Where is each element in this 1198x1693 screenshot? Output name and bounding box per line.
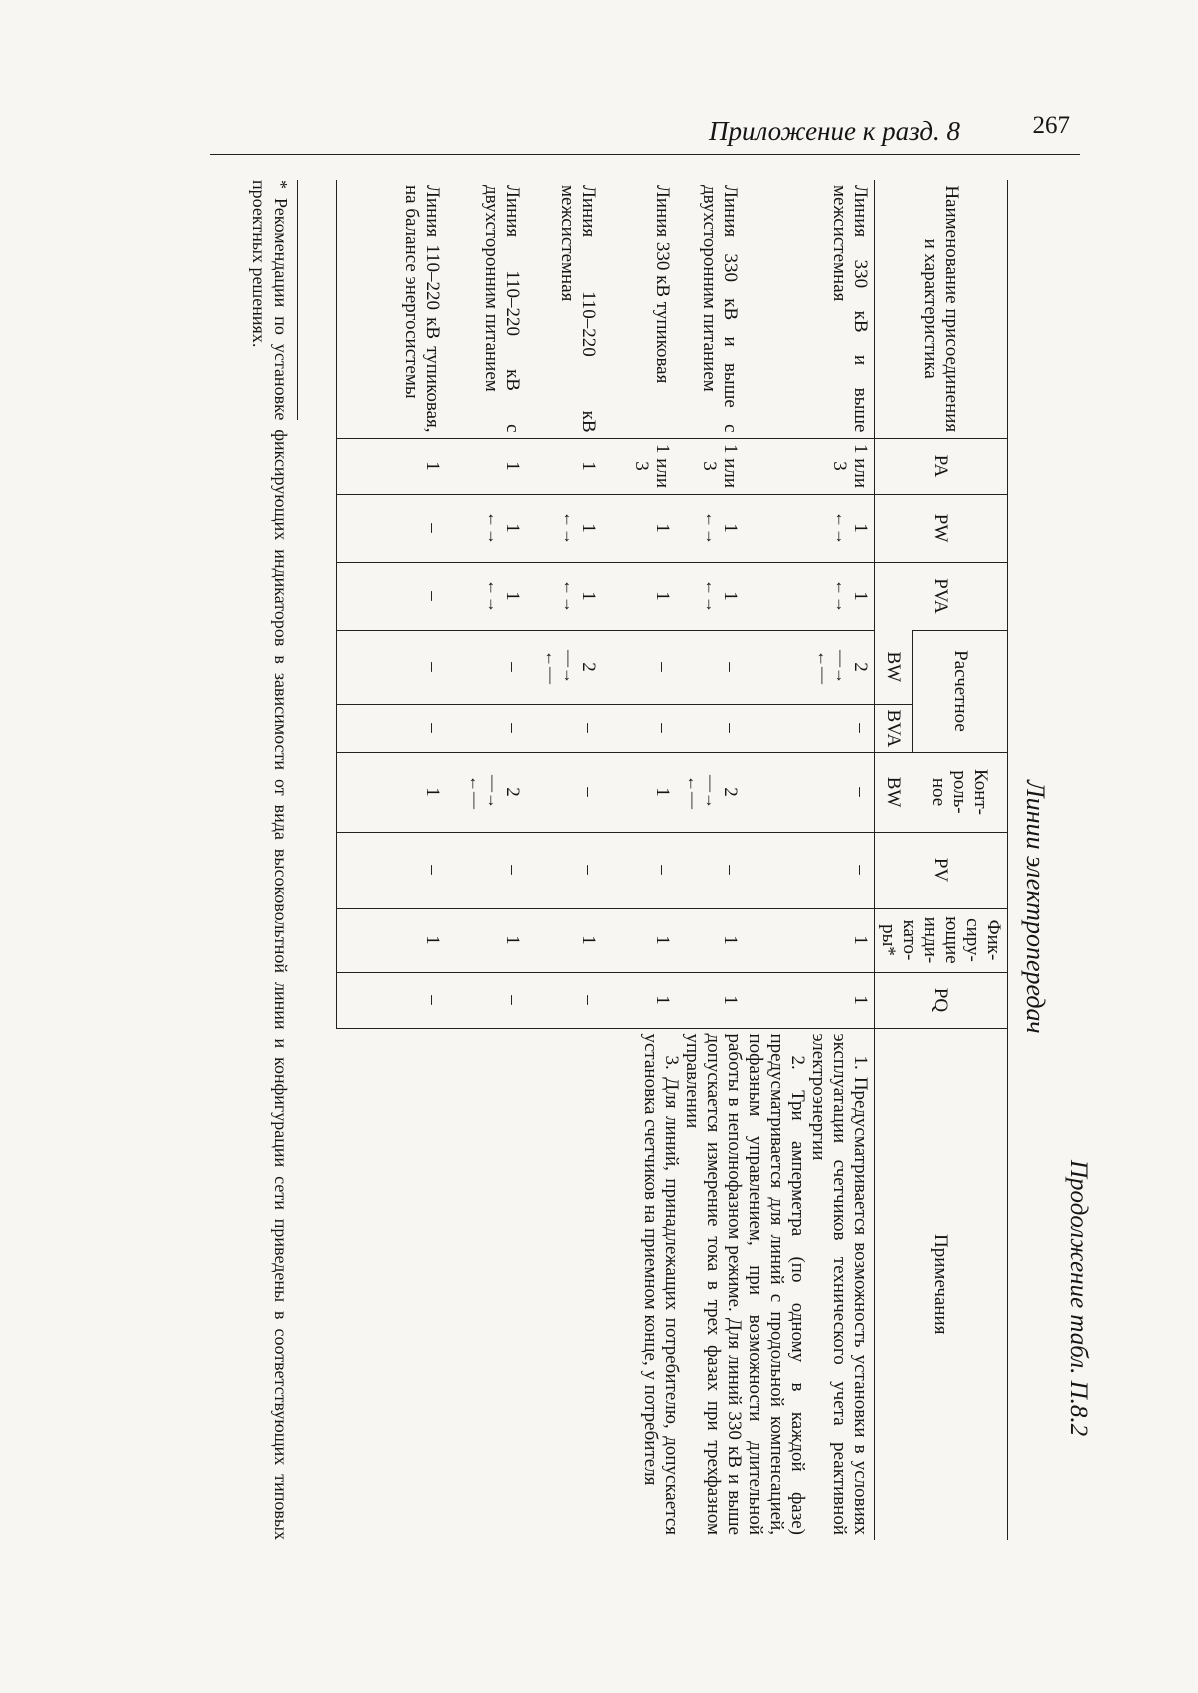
pv-cell	[527, 832, 603, 908]
raschetnoe-bva-value: –	[502, 723, 524, 733]
pa-value: 1 или 3	[829, 443, 871, 489]
kontrolnoe-bw-value: 2	[502, 787, 524, 797]
pa-cell	[527, 438, 603, 494]
raschetnoe-bw-value: 2	[850, 662, 871, 672]
pv-cell	[677, 832, 745, 908]
pa-cell	[603, 438, 677, 494]
kontrolnoe-bw-arrow-back: ←—	[466, 775, 486, 809]
pva-direction-arrow: ←→	[702, 579, 722, 613]
pva-direction-arrow: ←→	[832, 579, 851, 613]
col-raschetnoe-header: Расчетное	[913, 630, 1008, 752]
kontrolnoe-bw-value: –	[850, 787, 871, 797]
kontrolnoe-bw-value: 1	[422, 787, 444, 797]
kontrolnoe-bw-cell	[447, 752, 527, 832]
pv-cell	[603, 832, 677, 908]
pq-cell	[447, 972, 527, 1028]
pw-value: 1	[652, 523, 674, 533]
pa-value: 1	[578, 461, 600, 471]
pw-cell	[447, 494, 527, 562]
table-row	[745, 180, 875, 1540]
raschetnoe-bva-cell	[447, 704, 527, 752]
pv-cell	[337, 832, 447, 908]
col-raschetnoe-bw-header: BW	[875, 630, 913, 704]
raschetnoe-bw-arrow-forward: —→	[560, 650, 580, 684]
row-name-cell	[337, 180, 447, 438]
pva-direction-arrow: ←→	[560, 579, 580, 613]
pv-value: –	[422, 865, 444, 875]
pq-cell	[677, 972, 745, 1028]
raschetnoe-bw-value: –	[502, 662, 524, 672]
row-name: Линия 330 кВ тупиковая	[652, 185, 674, 384]
raschetnoe-bw-arrow-forward: —→	[832, 650, 851, 684]
pva-value: 1	[652, 591, 674, 601]
fix-indicator-cell	[337, 908, 447, 972]
raschetnoe-bw-arrow-back: ←—	[542, 650, 562, 684]
kontrolnoe-bw-cell	[603, 752, 677, 832]
raschetnoe-bw-cell	[677, 630, 745, 704]
kontrolnoe-bw-value: 1	[652, 787, 674, 797]
fix-indicator-cell	[677, 908, 745, 972]
col-pv-header: PV	[875, 832, 1008, 908]
pq-cell	[603, 972, 677, 1028]
raschetnoe-bva-value: –	[422, 723, 444, 733]
raschetnoe-bw-cell	[745, 630, 875, 704]
raschetnoe-bva-cell	[677, 704, 745, 752]
pw-value: 1	[502, 523, 524, 533]
pq-value: –	[578, 995, 600, 1005]
page-number: 267	[1032, 112, 1070, 139]
raschetnoe-bw-cell	[603, 630, 677, 704]
fix-indicator-value: 1	[578, 935, 600, 945]
col-pa-header: PA	[875, 438, 1008, 494]
raschetnoe-bw-cell	[447, 630, 527, 704]
raschetnoe-bw-value: 2	[578, 662, 600, 672]
pva-cell	[527, 562, 603, 630]
note-item: 1. Предусматривается возможность установки в условиях эксплуатации счетчиков технического учета реактивной электроэнергии	[808, 1033, 871, 1535]
pq-value: 1	[652, 995, 674, 1005]
pva-cell	[447, 562, 527, 630]
pw-value: 1	[720, 523, 742, 533]
fix-indicator-value: 1	[422, 935, 444, 945]
power-lines-table	[336, 180, 1008, 1540]
table-title: Линии электропередач	[1021, 780, 1050, 1034]
kontrolnoe-bw-cell	[527, 752, 603, 832]
pq-value: 1	[850, 995, 871, 1005]
pa-cell	[745, 438, 875, 494]
row-name-cell	[447, 180, 527, 438]
pva-value: –	[422, 591, 444, 601]
row-name-cell	[677, 180, 745, 438]
row-name-cell	[603, 180, 677, 438]
pv-value: –	[850, 865, 871, 875]
pw-value: –	[422, 523, 444, 533]
pv-value: –	[578, 865, 600, 875]
fix-indicator-cell	[447, 908, 527, 972]
kontrolnoe-bw-value: –	[578, 787, 600, 797]
pa-value: 1	[502, 461, 524, 471]
raschetnoe-bw-arrow-back: ←—	[814, 650, 833, 684]
pva-value: 1	[720, 591, 742, 601]
raschetnoe-bw-cell	[527, 630, 603, 704]
pva-value: 1	[578, 591, 600, 601]
raschetnoe-bva-cell	[337, 704, 447, 752]
row-name-cell	[745, 180, 875, 438]
pw-cell	[527, 494, 603, 562]
col-pq-header: PQ	[875, 972, 1008, 1028]
col-fix-header: Фик-сиру-ющие инди-като-ры*	[875, 908, 1008, 972]
raschetnoe-bw-value: –	[652, 662, 674, 672]
pa-cell	[447, 438, 527, 494]
kontrolnoe-bw-cell	[337, 752, 447, 832]
raschetnoe-bva-value: –	[720, 723, 742, 733]
pw-value: 1	[850, 523, 871, 533]
pq-cell	[745, 972, 875, 1028]
raschetnoe-bva-value: –	[578, 723, 600, 733]
section-title: Приложение к разд. 8	[708, 116, 960, 146]
pa-cell	[677, 438, 745, 494]
fix-indicator-value: 1	[850, 935, 871, 945]
pw-direction-arrow: ←→	[560, 511, 580, 545]
pv-cell	[447, 832, 527, 908]
fix-indicator-cell	[745, 908, 875, 972]
row-name-cell	[527, 180, 603, 438]
rotated-table-block	[220, 180, 1100, 1540]
raschetnoe-bva-cell	[527, 704, 603, 752]
fix-indicator-value: 1	[652, 935, 674, 945]
kontrolnoe-bw-cell	[745, 752, 875, 832]
pw-cell	[603, 494, 677, 562]
raschetnoe-bva-cell	[603, 704, 677, 752]
raschetnoe-bw-cell	[337, 630, 447, 704]
note-item: 3. Для линий, принадлежащих потребителю, допускается установка счетчиков на приемном конце, у потребителя	[640, 1033, 682, 1535]
pv-value: –	[502, 865, 524, 875]
table-header-row	[913, 180, 1008, 1540]
col-kontrolnoe-bw-header: BW	[875, 752, 913, 832]
fix-indicator-value: 1	[502, 935, 524, 945]
note-item: 2. Три амперметра (по одному в каждой фазе) предусматривается для линий с продольной компенсацией, пофазным управлением, при возможности длительной работы в неполнофазном режиме. Для линий 330 кВ и выше допускается измерение тока в трех фазах при трехфазном управлении	[682, 1033, 808, 1535]
pv-value: –	[720, 865, 742, 875]
pva-cell	[745, 562, 875, 630]
kontrolnoe-bw-arrow-back: ←—	[684, 775, 704, 809]
pa-cell	[337, 438, 447, 494]
fix-indicator-value: 1	[720, 935, 742, 945]
pva-direction-arrow: ←→	[484, 579, 504, 613]
raschetnoe-bva-cell	[745, 704, 875, 752]
fix-indicator-cell	[527, 908, 603, 972]
pw-direction-arrow: ←→	[484, 511, 504, 545]
footnote-rule	[297, 180, 298, 420]
pva-value: 1	[502, 591, 524, 601]
pv-value: –	[652, 865, 674, 875]
page-header	[210, 110, 1080, 155]
pva-cell	[677, 562, 745, 630]
pa-value: 1 или 3	[699, 443, 742, 489]
fix-indicator-cell	[603, 908, 677, 972]
raschetnoe-bva-value: –	[850, 723, 871, 733]
raschetnoe-bva-value: –	[652, 723, 674, 733]
pv-cell	[745, 832, 875, 908]
pq-value: 1	[720, 995, 742, 1005]
pq-value: –	[502, 995, 524, 1005]
table-continuation-label: Продолжение табл. П.8.2	[1065, 1160, 1092, 1437]
kontrolnoe-bw-arrow-forward: —→	[484, 775, 504, 809]
col-pva-header: PVA	[875, 562, 1008, 630]
col-notes-header: Примечания	[875, 1028, 1008, 1540]
footnote: * Рекомендации по установке фиксирующих индикаторов в зависимости от вида высоковольтной линии и конфигурации сети приведены в соответствующих типовых проектных решениях.	[249, 180, 291, 1540]
pw-cell	[337, 494, 447, 562]
row-name: Линия 330 кВ и выше с двухсторонним питанием	[699, 185, 742, 433]
kontrolnoe-bw-arrow-forward: —→	[702, 775, 722, 809]
notes-cell	[337, 1028, 875, 1540]
col-pw-header: PW	[875, 494, 1008, 562]
pa-value: 1	[422, 461, 444, 471]
kontrolnoe-bw-value: 2	[720, 787, 742, 797]
pw-direction-arrow: ←→	[702, 511, 722, 545]
col-name-header: Наименование присоединения и характеристика	[875, 180, 1008, 438]
pw-direction-arrow: ←→	[832, 511, 851, 545]
pw-cell	[677, 494, 745, 562]
raschetnoe-bw-value: –	[422, 662, 444, 672]
col-raschetnoe-bva-header: BVA	[875, 704, 913, 752]
pa-value: 1 или 3	[631, 443, 674, 489]
pq-cell	[337, 972, 447, 1028]
pq-value: –	[422, 995, 444, 1005]
pva-cell	[337, 562, 447, 630]
raschetnoe-bw-value: –	[720, 662, 742, 672]
pw-value: 1	[578, 523, 600, 533]
row-name: Линия 110–220 кВ межсистемная	[557, 185, 600, 433]
pq-cell	[527, 972, 603, 1028]
row-name: Линия 330 кВ и выше межсистемная	[829, 185, 871, 433]
row-name: Линия 110–220 кВ тупиковая, на балансе энергосистемы	[401, 185, 444, 433]
pva-cell	[603, 562, 677, 630]
pva-value: 1	[850, 591, 871, 601]
pw-cell	[745, 494, 875, 562]
kontrolnoe-bw-cell	[677, 752, 745, 832]
col-kontrolnoe-header: Конт-роль-ное	[913, 752, 1008, 832]
row-name: Линия 110–220 кВ с двухсторонним питанием	[481, 185, 524, 433]
